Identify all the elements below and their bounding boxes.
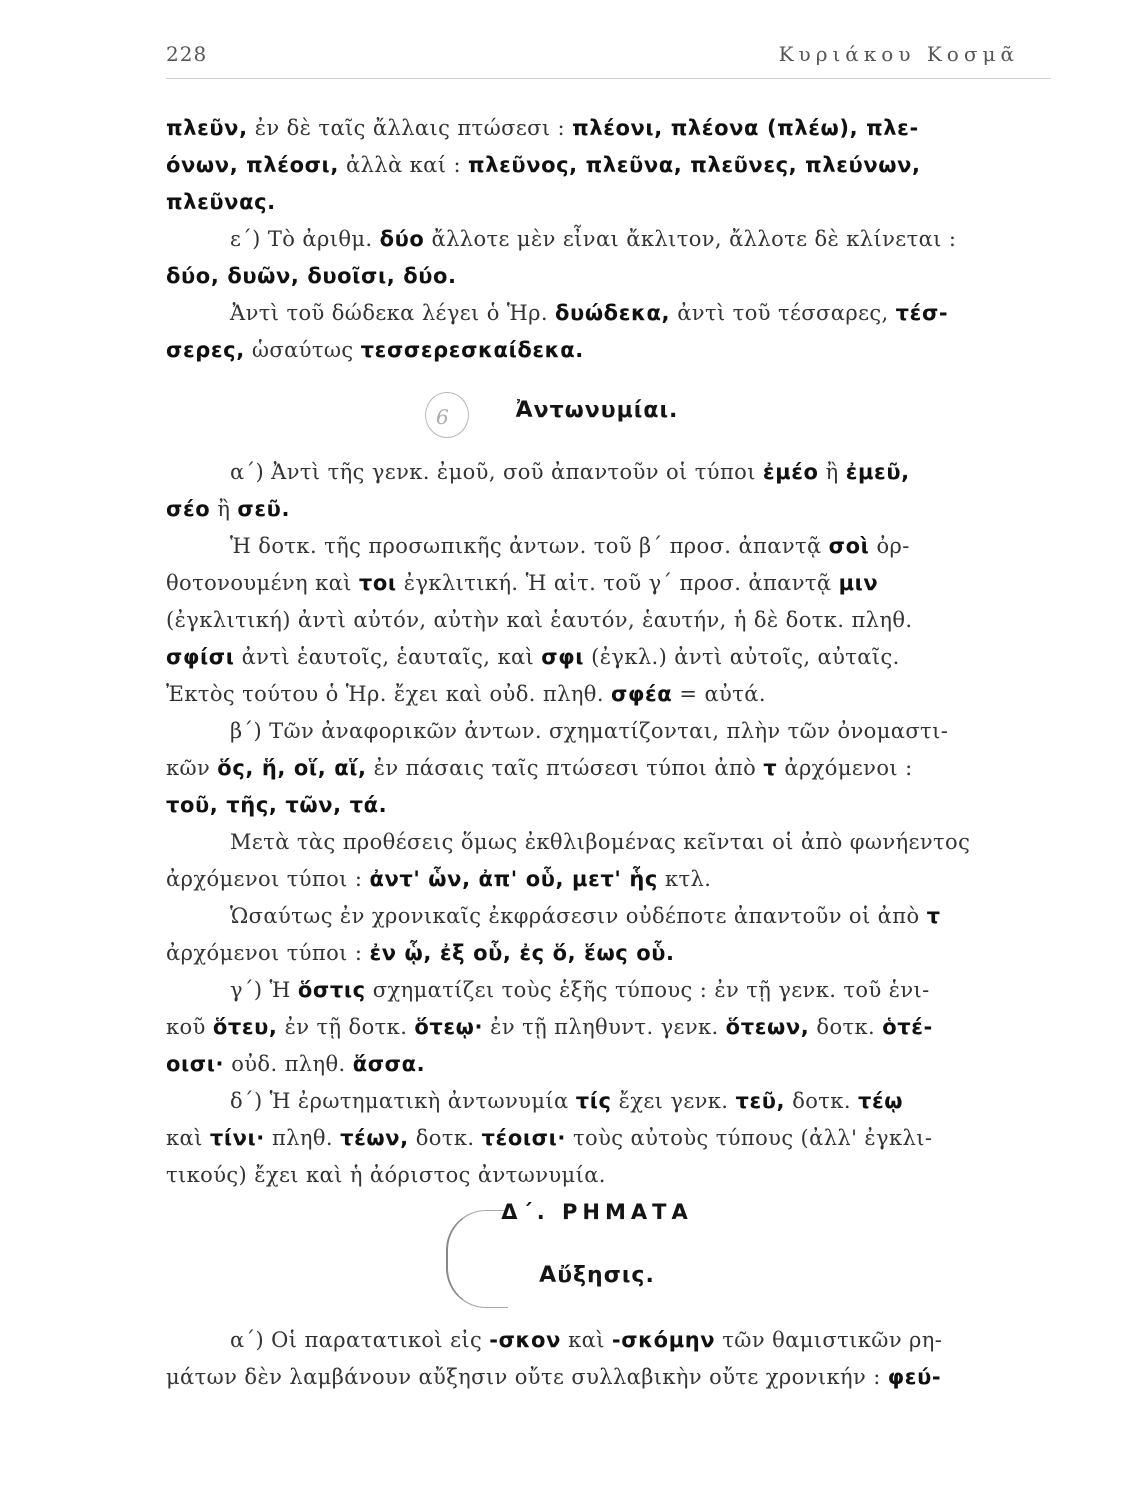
bold-term: δύο, δυῶν, δυοῖσι, δύο. bbox=[166, 264, 457, 288]
text-run: κοῦ bbox=[166, 1015, 213, 1039]
text-run: θοτονουμένη καὶ bbox=[166, 571, 359, 595]
text-line bbox=[166, 972, 1028, 1009]
text-run: ἀντὶ ἑαυτοῖς, ἑαυταῖς, καὶ bbox=[234, 645, 542, 669]
text-run: δοτκ. bbox=[785, 1089, 858, 1113]
text-run: Ἐκτὸς τούτου ὁ Ἡρ. ἔχει καὶ οὐδ. πληθ. bbox=[166, 682, 612, 706]
text-run: Μετὰ τὰς προθέσεις ὅμως ἐκθλιβομένας κεῖνται οἱ ἀπὸ φωνήεντος bbox=[230, 830, 971, 854]
text-line bbox=[166, 1083, 1028, 1120]
text-run: ἔχει γενκ. bbox=[611, 1089, 736, 1113]
text-run: ἄλλοτε μὲν εἶναι ἄκλιτον, ἄλλοτε δὲ κλίνεται : bbox=[424, 227, 957, 251]
text-run: α΄) Ἀντὶ τῆς γενκ. ἐμοῦ, σοῦ ἀπαντοῦν οἱ τύποι bbox=[230, 460, 763, 484]
text-line bbox=[166, 147, 1028, 184]
text-run: ἀρχόμενοι : bbox=[777, 756, 913, 780]
text-line bbox=[166, 713, 1028, 750]
text-line bbox=[166, 824, 1028, 861]
bold-term: όνων, πλέοσι, bbox=[166, 153, 339, 177]
bold-term: τέσ- bbox=[895, 301, 949, 325]
running-title: Κυριάκου Κοσμᾶ bbox=[778, 42, 1019, 66]
bold-term: τίς bbox=[575, 1089, 612, 1113]
text-run: α΄) Οἱ παρατατικοὶ εἰς bbox=[230, 1328, 490, 1352]
section-heading-augment: Αὔξησις. bbox=[539, 1263, 655, 1288]
bold-term: τέων, bbox=[340, 1126, 409, 1150]
bold-term: πλεῦν, bbox=[166, 116, 248, 140]
text-run: Ὡσαύτως ἐν χρονικαῖς ἐκφράσεσιν οὐδέποτε ἀπαντοῦν οἱ ἀπὸ bbox=[230, 904, 927, 928]
header-rule bbox=[166, 78, 1051, 79]
bold-term: πλεῦνας. bbox=[166, 190, 276, 214]
text-line bbox=[166, 295, 1028, 332]
bold-term: οισι· bbox=[166, 1052, 225, 1076]
bold-term: σερες, bbox=[166, 338, 245, 362]
text-run: ἐν τῇ δοτκ. bbox=[277, 1015, 415, 1039]
text-run: ἐν πάσαις ταῖς πτώσεσι τύποι ἀπὸ bbox=[366, 756, 764, 780]
bold-term: ὅστις bbox=[297, 978, 366, 1002]
text-line bbox=[166, 1046, 1028, 1083]
text-line bbox=[166, 110, 1028, 147]
text-line bbox=[166, 221, 1028, 258]
text-run: (ἐγκλ.) ἀντὶ αὐτοῖς, αὐταῖς. bbox=[584, 645, 900, 669]
bold-term: τέῳ bbox=[857, 1089, 904, 1113]
text-line bbox=[166, 861, 1028, 898]
text-run: κῶν bbox=[166, 756, 218, 780]
bold-term: τεῦ, bbox=[735, 1089, 786, 1113]
bold-term: σέο bbox=[166, 497, 211, 521]
bold-term: ὅτεων, bbox=[725, 1015, 810, 1039]
bold-term: τ bbox=[926, 904, 941, 928]
text-run: ἀλλὰ καί : bbox=[338, 153, 469, 177]
text-run: = αὐτά. bbox=[672, 682, 766, 706]
text-run: ἢ bbox=[818, 460, 846, 484]
margin-mark-text: 6 bbox=[436, 405, 449, 429]
text-run: γ΄) Ἡ bbox=[230, 978, 298, 1002]
bold-term: ὅτεῳ· bbox=[414, 1015, 484, 1039]
text-run: καὶ bbox=[166, 1126, 210, 1150]
text-line bbox=[166, 454, 1028, 491]
text-run: ἢ bbox=[210, 497, 238, 521]
bold-term: σοὶ bbox=[828, 534, 870, 558]
bold-term: πλέονι, πλέονα (πλέω), πλε- bbox=[572, 116, 919, 140]
bold-term: σεῦ. bbox=[237, 497, 291, 521]
text-line bbox=[166, 565, 1028, 602]
chapter-heading-verbs: Δ΄. ΡΗΜΑΤΑ bbox=[501, 1200, 693, 1224]
page-number: 228 bbox=[166, 42, 208, 66]
text-line bbox=[166, 1157, 1028, 1194]
bold-term: μιν bbox=[838, 571, 879, 595]
bold-term: τοῦ, τῆς, τῶν, τά. bbox=[166, 793, 388, 817]
running-header bbox=[166, 42, 1019, 66]
text-line bbox=[166, 332, 1028, 369]
text-run: ὀρ- bbox=[869, 534, 910, 558]
bold-term: ἅσσα. bbox=[352, 1052, 426, 1076]
text-line bbox=[166, 898, 1028, 935]
bold-term: τεσσερεσκαίδεκα. bbox=[360, 338, 584, 362]
bold-term: τ bbox=[763, 756, 778, 780]
text-run: ὡσαύτως bbox=[244, 338, 361, 362]
bold-term: ἀντ' ὧν, ἀπ' οὗ, μετ' ἧς bbox=[369, 867, 658, 891]
text-line bbox=[166, 1120, 1028, 1157]
text-run: ἀρχόμενοι τύποι : bbox=[166, 867, 370, 891]
text-run: Ἡ δοτκ. τῆς προσωπικῆς ἀντων. τοῦ β΄ προσ. ἀπαντᾷ bbox=[230, 534, 829, 558]
bold-term: δυώδεκα, bbox=[555, 301, 671, 325]
bold-term: τέοισι· bbox=[481, 1126, 566, 1150]
text-line bbox=[166, 676, 1028, 713]
handwritten-bracket-mark bbox=[446, 1210, 508, 1308]
text-run: τικούς) ἔχει καὶ ἡ ἀόριστος ἀντωνυμία. bbox=[166, 1163, 606, 1187]
text-line bbox=[166, 935, 1028, 972]
bold-term: ὁτέ- bbox=[882, 1015, 933, 1039]
text-run: τοὺς αὐτοὺς τύπους (ἀλλ' ἐγκλι- bbox=[565, 1126, 933, 1150]
text-line bbox=[166, 1359, 1028, 1396]
text-line bbox=[166, 602, 1028, 639]
text-run: ε΄) Τὸ ἀριθμ. bbox=[230, 227, 380, 251]
text-line bbox=[166, 528, 1028, 565]
text-run: πληθ. bbox=[264, 1126, 341, 1150]
bold-term: τίνι· bbox=[209, 1126, 265, 1150]
paragraph-block-3 bbox=[166, 1322, 1028, 1396]
bold-term: σφίσι bbox=[166, 645, 235, 669]
text-run: καὶ bbox=[561, 1328, 612, 1352]
bold-term: δύο bbox=[379, 227, 425, 251]
text-line bbox=[166, 258, 1028, 295]
text-line bbox=[166, 639, 1028, 676]
text-line bbox=[166, 491, 1028, 528]
bold-term: πλεῦνος, πλεῦνα, πλεῦνες, πλεύνων, bbox=[468, 153, 921, 177]
text-run: Ἀντὶ τοῦ δώδεκα λέγει ὁ Ἡρ. bbox=[230, 301, 556, 325]
bold-term: -σκον bbox=[489, 1328, 561, 1352]
text-run: ἀρχόμενοι τύποι : bbox=[166, 941, 370, 965]
section-heading-pronouns: Ἀντωνυμίαι. bbox=[515, 398, 679, 423]
bold-term: ἐμεῦ, bbox=[845, 460, 910, 484]
text-run: ἐγκλιτική. Ἡ αἰτ. τοῦ γ΄ προσ. ἀπαντᾷ bbox=[396, 571, 839, 595]
bold-term: ὅτευ, bbox=[212, 1015, 278, 1039]
text-run: ἀντὶ τοῦ τέσσαρες, bbox=[670, 301, 896, 325]
text-line bbox=[166, 1009, 1028, 1046]
text-line bbox=[166, 1322, 1028, 1359]
bold-term: ὅς, ἥ, οἵ, αἵ, bbox=[217, 756, 367, 780]
text-run: οὐδ. πληθ. bbox=[224, 1052, 353, 1076]
text-run: κτλ. bbox=[657, 867, 712, 891]
paragraph-block-1 bbox=[166, 110, 1028, 369]
bold-term: σφέα bbox=[611, 682, 673, 706]
text-run: δοτκ. bbox=[809, 1015, 883, 1039]
text-run: ἐν τῇ πληθυντ. γενκ. bbox=[483, 1015, 726, 1039]
bold-term: ἐν ᾧ, ἐξ οὗ, ἐς ὅ, ἕως οὗ. bbox=[369, 941, 675, 965]
text-run: δοτκ. bbox=[408, 1126, 482, 1150]
text-line bbox=[166, 750, 1028, 787]
bold-term: σφι bbox=[541, 645, 585, 669]
bold-term: -σκόμην bbox=[611, 1328, 716, 1352]
text-run: τῶν θαμιστικῶν ρη- bbox=[715, 1328, 943, 1352]
text-run: σχηματίζει τοὺς ἑξῆς τύπους : ἐν τῇ γενκ. τοῦ ἑνι- bbox=[365, 978, 930, 1002]
text-run: δ΄) Ἡ ἐρωτηματικὴ ἀντωνυμία bbox=[230, 1089, 576, 1113]
text-run: (ἐγκλιτική) ἀντὶ αὐτόν, αὐτὴν καὶ ἑαυτόν, ἑαυτήν, ἡ δὲ δοτκ. πληθ. bbox=[166, 608, 913, 632]
text-line bbox=[166, 184, 1028, 221]
text-run: ἐν δὲ ταῖς ἄλλαις πτώσεσι : bbox=[247, 116, 573, 140]
bold-term: τοι bbox=[358, 571, 397, 595]
text-run: β΄) Τῶν ἀναφορικῶν ἀντων. σχηματίζονται, πλὴν τῶν ὀνομαστι- bbox=[230, 719, 949, 743]
text-line bbox=[166, 787, 1028, 824]
text-run: μάτων δὲν λαμβάνουν αὔξησιν οὔτε συλλαβικὴν οὔτε χρονικήν : bbox=[166, 1365, 888, 1389]
paragraph-block-2 bbox=[166, 454, 1028, 1194]
bold-term: φεύ- bbox=[887, 1365, 942, 1389]
bold-term: ἐμέο bbox=[762, 460, 819, 484]
